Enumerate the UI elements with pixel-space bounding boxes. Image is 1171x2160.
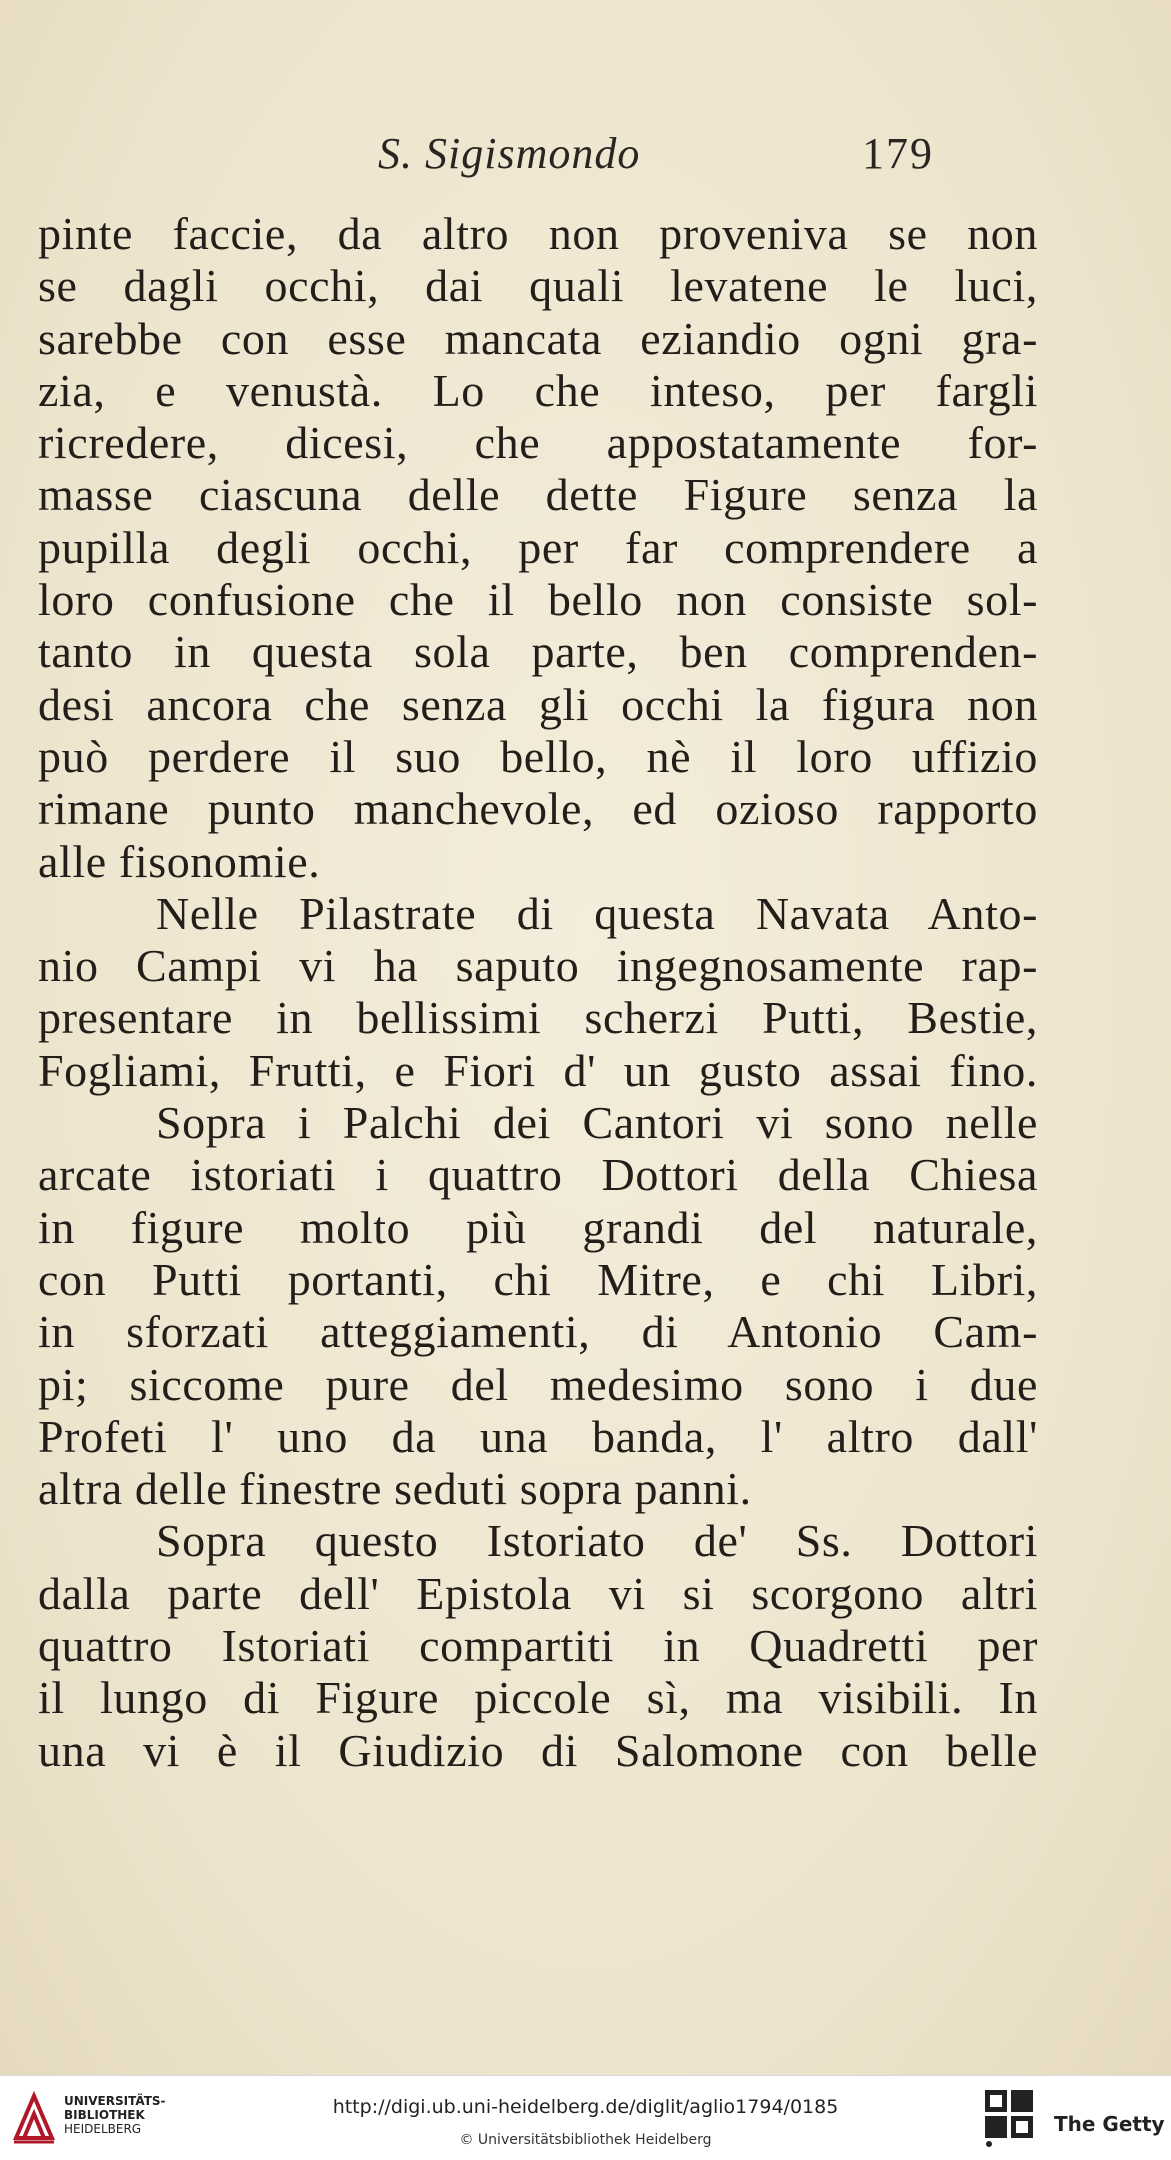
- library-name-line: UNIVERSITÄTS-: [64, 2094, 166, 2108]
- text-line: il lungo di Figure piccole sì, ma visibili. In: [38, 1672, 1038, 1724]
- running-head-title: S. Sigismondo: [378, 129, 641, 178]
- text-line: pi; siccome pure del medesimo sono i due: [38, 1358, 1038, 1410]
- text-line: pupilla degli occhi, per far comprendere a: [38, 521, 1038, 573]
- getty-logo-icon: [985, 2090, 1033, 2148]
- text-line: con Putti portanti, chi Mitre, e chi Libri,: [38, 1253, 1038, 1305]
- text-line: Sopra i Palchi dei Cantori vi sono nelle: [156, 1097, 1038, 1149]
- text-line: ricredere, dicesi, che appostatamente for-: [38, 417, 1038, 469]
- library-name-line: HEIDELBERG: [64, 2122, 142, 2136]
- copyright-notice: © Universitätsbibliothek Heidelberg: [459, 2132, 712, 2148]
- text-line: sarebbe con esse mancata eziandio ogni gra-: [38, 312, 1038, 364]
- text-line: Nelle Pilastrate di questa Navata Anto-: [156, 887, 1038, 939]
- text-line: in figure molto più grandi del naturale,: [38, 1201, 1038, 1253]
- text-line: masse ciascuna delle dette Figure senza la: [38, 469, 1038, 521]
- text-line: dalla parte dell' Epistola vi si scorgono altri: [38, 1567, 1038, 1619]
- running-head: [0, 118, 1171, 178]
- page-number: 179: [862, 129, 934, 178]
- body-text: [38, 208, 1038, 1777]
- viewer-footer: [0, 2075, 1171, 2160]
- text-line: desi ancora che senza gli occhi la figura non: [38, 678, 1038, 730]
- text-line: Sopra questo Istoriato de' Ss. Dottori: [156, 1515, 1038, 1567]
- text-line: presentare in bellissimi scherzi Putti, Bestie,: [38, 992, 1038, 1044]
- text-line: pinte faccie, da altro non proveniva se non: [38, 208, 1038, 259]
- text-line: in sforzati atteggiamenti, di Antonio Cam-: [38, 1306, 1038, 1358]
- text-line: loro confusione che il bello non consiste sol-: [38, 574, 1038, 626]
- text-line: rimane punto manchevole, ed ozioso rapporto: [38, 783, 1038, 835]
- text-line: tanto in questa sola parte, ben comprenden-: [38, 626, 1038, 678]
- permalink-url[interactable]: http://digi.ub.uni-heidelberg.de/diglit/aglio1794/0185: [332, 2096, 839, 2118]
- text-line: Fogliami, Frutti, e Fiori d' un gusto assai fino.: [38, 1044, 1038, 1096]
- text-line: altra delle finestre seduti sopra panni.: [38, 1463, 752, 1515]
- text-line: può perdere il suo bello, nè il loro uffizio: [38, 730, 1038, 782]
- text-line: alle fisonomie.: [38, 835, 321, 887]
- partner-name: The Getty: [1054, 2112, 1165, 2136]
- text-line: quattro Istoriati compartiti in Quadretti per: [38, 1620, 1038, 1672]
- text-line: nio Campi vi ha saputo ingegnosamente rap-: [38, 940, 1038, 992]
- text-line: zia, e venustà. Lo che inteso, per fargli: [38, 364, 1038, 416]
- text-line: Profeti l' uno da una banda, l' altro dall': [38, 1410, 1038, 1462]
- text-line: arcate istoriati i quattro Dottori della Chiesa: [38, 1149, 1038, 1201]
- text-line: se dagli occhi, dai quali levatene le luci,: [38, 260, 1038, 312]
- text-line: una vi è il Giudizio di Salomone con belle: [38, 1724, 1038, 1776]
- library-name-line: BIBLIOTHEK: [64, 2108, 145, 2122]
